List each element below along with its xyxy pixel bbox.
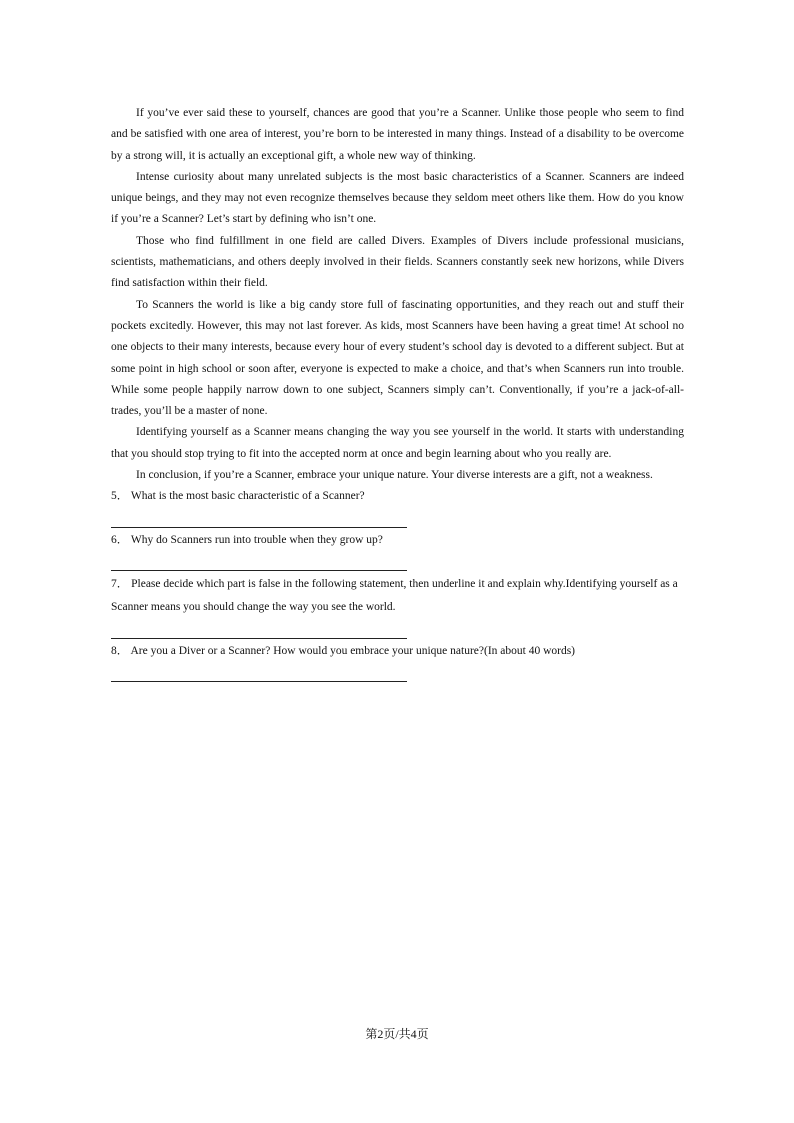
page-number: 第2页/共4页	[365, 1027, 429, 1041]
passage-paragraph-3: Those who find fulfillment in one field are called Divers. Examples of Divers include professional musicians, scientists, mathematicians, and others deeply involved in their fields. Scanners constantly seek new horizons, while Divers find satisfaction within their field.	[111, 234, 684, 290]
passage-paragraph-4: To Scanners the world is like a big candy store full of fascinating opportunities, and they reach out and stuff their pockets excitedly. However, this may not last forever. As kids, most Scanners have been having a great time! At school no one objects to their many interests, because every hour of every student’s school day is devoted to a different subject. But at some point in high school or soon after, everyone is expected to make a choice, and that’s when Scanners run into trouble. While some people happily narrow down to one subject, Scanners simply can’t. Conventionally, if you’re a jack-of-all-trades, you’ll be a master of none.	[111, 298, 684, 418]
passage-paragraph-1: If you’ve ever said these to yourself, chances are good that you’re a Scanner. Unlike those people who seem to find and be satisfied with one area of interest, you’re born to be interested in many things. Instead of a disability to be overcome by a strong will, it is actually an exceptional gift, a whole new way of thinking.	[111, 107, 684, 162]
question-8: 8． Are you a Diver or a Scanner? How would you embrace your unique nature?(In about 40 words)	[111, 644, 576, 657]
question-6: 6． Why do Scanners run into trouble when they grow up?	[111, 533, 383, 546]
question-7: 7． Please decide which part is false in the following statement, then underline it and explain why.Identifying yourself as a Scanner means you should change the way you see the world.	[111, 577, 678, 613]
document-body	[111, 103, 684, 684]
passage-paragraph-2: Intense curiosity about many unrelated subjects is the most basic characteristics of a Scanner. Scanners are indeed unique beings, and they may not even recognize themselves because they seldom meet others like them. How do you know if you’re a Scanner? Let’s start by defining who isn’t one.	[111, 170, 684, 226]
passage-paragraph-5: Identifying yourself as a Scanner means changing the way you see yourself in the world. It starts with understanding that you should stop trying to fit into the accepted norm at once and begin learning about who you really are.	[111, 426, 684, 460]
question-5: 5． What is the most basic characteristic of a Scanner?	[111, 490, 365, 503]
answer-line-8[interactable]	[111, 662, 407, 682]
passage-paragraph-6: In conclusion, if you’re a Scanner, embrace your unique nature. Your diverse interests are a gift, not a weakness.	[136, 469, 653, 482]
answer-line-6[interactable]	[111, 551, 407, 571]
answer-line-7[interactable]	[111, 619, 407, 639]
answer-line-5[interactable]	[111, 508, 407, 528]
